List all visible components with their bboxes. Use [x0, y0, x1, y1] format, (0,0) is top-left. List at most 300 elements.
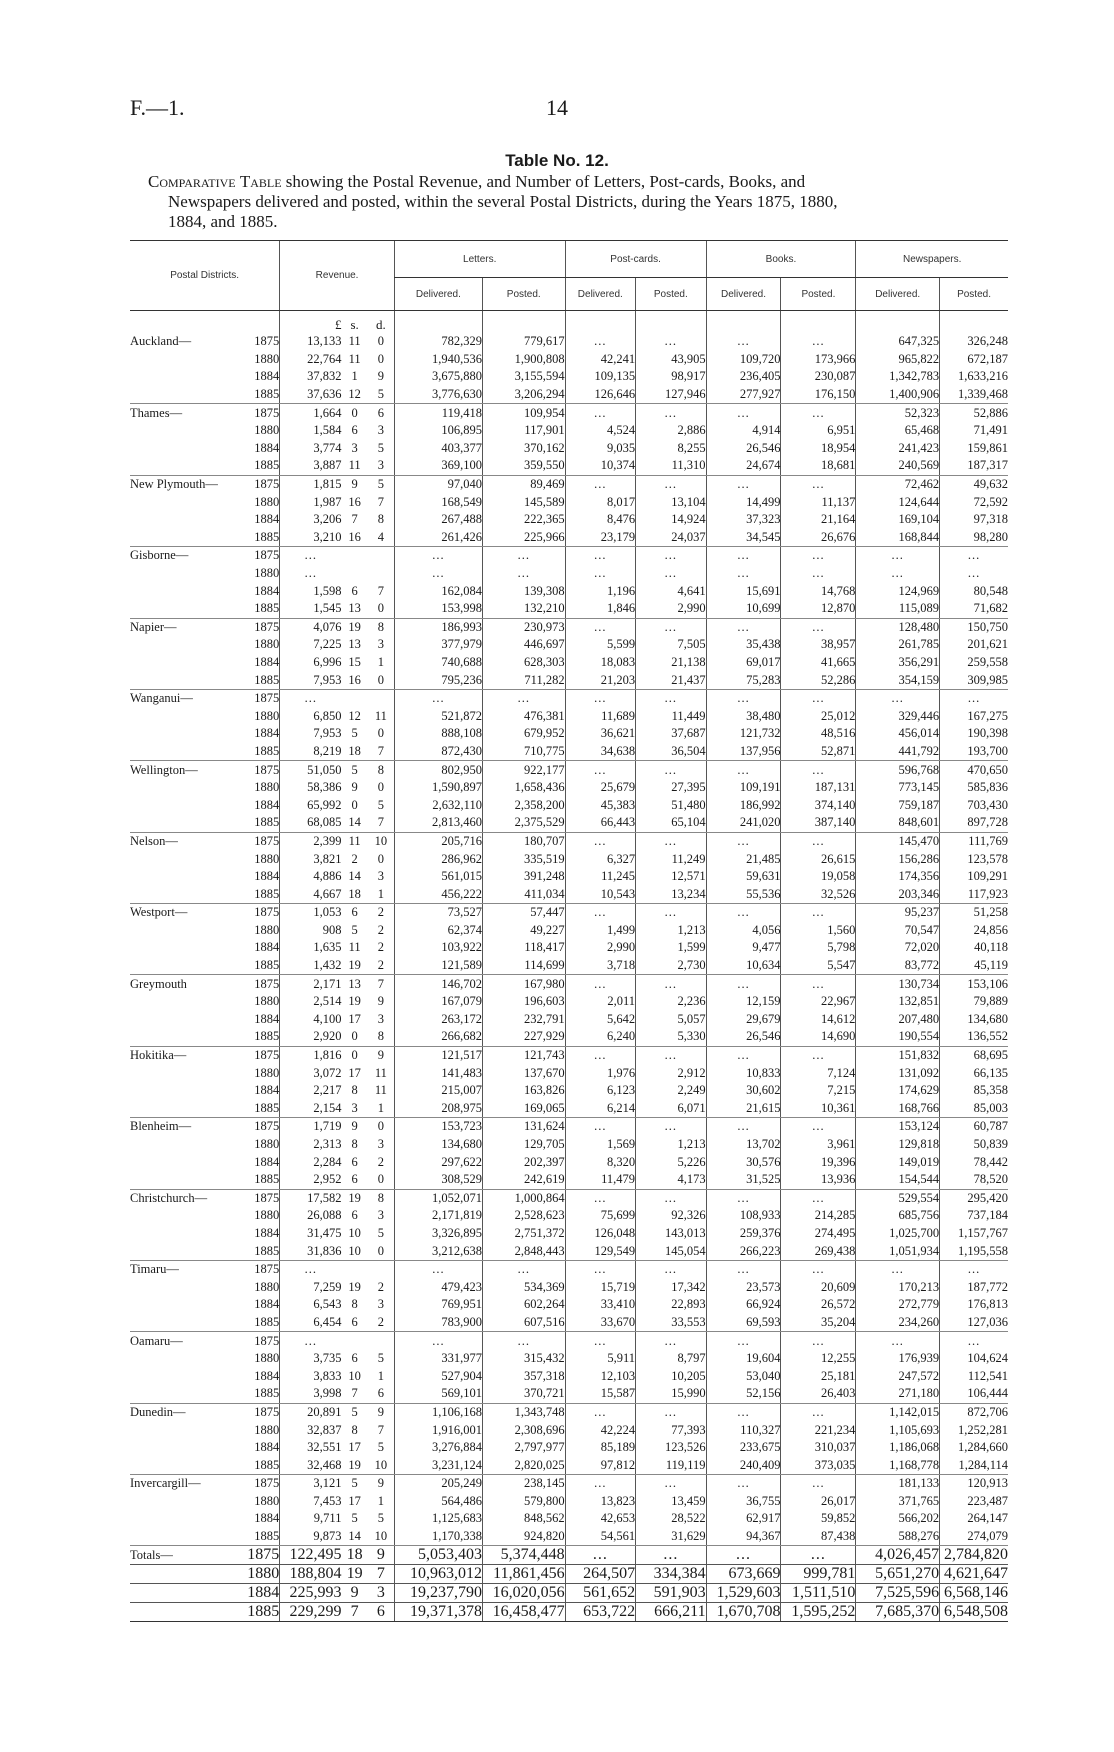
district-name-blank	[130, 1603, 236, 1622]
cell-letters-delivered: 73,527	[394, 904, 482, 922]
cell-books-delivered: 266,223	[706, 1242, 781, 1260]
cell-year: 1885	[236, 1528, 280, 1546]
cell-revenue-pence: 2	[377, 922, 384, 937]
cell-books-posted: 374,140	[781, 796, 856, 814]
cell-postcards-delivered: 6,327	[565, 850, 635, 868]
cell-newspapers-delivered: 1,051,934	[856, 1242, 940, 1260]
cell-postcards-posted: 13,234	[636, 885, 707, 903]
cell-year: 1880	[254, 637, 280, 652]
district-name-blank	[130, 1028, 236, 1046]
cell-letters-posted: 391,248	[482, 868, 565, 886]
cell-revenue-pence: 1	[368, 1100, 394, 1118]
cell-year: 1875	[254, 619, 280, 634]
header-postal-districts: Postal Districts.	[130, 241, 280, 311]
cell-newspapers-posted: ...	[940, 565, 1008, 583]
cell-revenue-shillings: 13	[348, 637, 361, 652]
cell-newspapers-posted: 71,682	[940, 600, 1008, 618]
cell-revenue-shillings: 19	[348, 994, 361, 1009]
district-name-blank	[130, 386, 236, 404]
header-revenue: Revenue.	[280, 241, 395, 311]
cell-letters-delivered: 561,015	[394, 868, 482, 886]
cell-postcards-delivered: 45,383	[565, 796, 635, 814]
cell-newspapers-posted: 117,923	[940, 885, 1008, 903]
cell-newspapers-posted: 136,552	[940, 1028, 1008, 1046]
cell-letters-delivered: 802,950	[394, 761, 482, 779]
district-name: Westport—	[130, 905, 188, 920]
table-row	[130, 1225, 1008, 1243]
cell-year: 1880	[254, 1422, 280, 1437]
cell-postcards-delivered: 33,670	[565, 1314, 635, 1332]
cell-letters-posted: 145,589	[482, 493, 565, 511]
cell-letters-delivered: 103,922	[394, 939, 482, 957]
cell-revenue-pounds: 2,171	[280, 975, 342, 993]
cell-postcards-delivered: 264,507	[565, 1565, 635, 1584]
cell-revenue-pence: 4	[368, 529, 394, 547]
cell-books-delivered: 121,732	[706, 725, 781, 743]
cell-newspapers-delivered: 4,026,457	[856, 1546, 940, 1565]
cell-postcards-posted: 14,924	[636, 511, 707, 529]
cell-newspapers-posted: 872,706	[940, 1403, 1008, 1421]
cell-letters-posted: 139,308	[482, 582, 565, 600]
cell-postcards-delivered: 36,621	[565, 725, 635, 743]
cell-revenue-pounds: 1,664	[280, 404, 342, 422]
district-name: New Plymouth—	[130, 477, 218, 492]
cell-revenue-pounds: 68,085	[280, 814, 342, 832]
cell-revenue-pence: 8	[368, 1028, 394, 1046]
cell-books-posted: ...	[781, 689, 856, 707]
cell-postcards-delivered: ...	[565, 975, 635, 993]
cell-revenue-pounds: 1,584	[280, 422, 342, 440]
cell-postcards-delivered: ...	[565, 689, 635, 707]
cell-year: 1885	[236, 885, 280, 903]
cell-revenue-shillings: 18	[341, 1546, 367, 1565]
cell-revenue-pounds: ...	[280, 689, 342, 707]
cell-books-delivered: ...	[706, 1475, 781, 1493]
cell-books-posted: 22,967	[781, 993, 856, 1011]
cell-letters-delivered: 5,053,403	[394, 1546, 482, 1565]
table-row	[130, 1403, 1008, 1421]
cell-newspapers-delivered: 529,554	[856, 1189, 940, 1207]
cell-books-delivered: 62,917	[706, 1510, 781, 1528]
cell-year: 1885	[236, 957, 280, 975]
cell-revenue-pence: 10	[374, 833, 388, 848]
cell-year: 1884	[254, 512, 280, 527]
cell-letters-delivered: 308,529	[394, 1171, 482, 1189]
district-name: Gisborne—	[130, 548, 189, 563]
cell-year: 1884	[254, 1011, 280, 1026]
cell-revenue-pence: 5	[377, 1511, 384, 1526]
cell-revenue-pence: 1	[368, 885, 394, 903]
cell-newspapers-posted: 109,291	[940, 868, 1008, 886]
cell-postcards-posted: 2,236	[636, 993, 707, 1011]
cell-books-posted: 87,438	[781, 1528, 856, 1546]
cell-letters-posted: 534,369	[482, 1278, 565, 1296]
header-books: Books.	[706, 241, 856, 278]
cell-newspapers-delivered: 1,025,700	[856, 1225, 940, 1243]
cell-letters-delivered: ...	[394, 1260, 482, 1278]
cell-newspapers-posted: 309,985	[940, 671, 1008, 689]
cell-postcards-posted: 36,504	[636, 743, 707, 761]
cell-books-posted: ...	[781, 761, 856, 779]
cell-newspapers-posted: 40,118	[940, 939, 1008, 957]
cell-newspapers-posted: 672,187	[940, 351, 1008, 369]
table-row	[130, 1475, 1008, 1493]
cell-revenue-shillings: 0	[351, 1048, 358, 1063]
cell-newspapers-posted: 78,520	[940, 1171, 1008, 1189]
cell-year: 1880	[254, 922, 280, 937]
cell-books-delivered: 66,924	[706, 1296, 781, 1314]
cell-postcards-delivered: 10,543	[565, 885, 635, 903]
cell-newspapers-posted: 6,568,146	[940, 1584, 1008, 1603]
cell-revenue-shillings: 0	[351, 405, 358, 420]
cell-revenue-pounds: 2,514	[280, 993, 342, 1011]
cell-postcards-posted: ...	[636, 1403, 707, 1421]
cell-revenue-pence: 5	[377, 1351, 384, 1366]
cell-newspapers-posted: 153,106	[940, 975, 1008, 993]
cell-books-posted: ...	[781, 1118, 856, 1136]
cell-postcards-delivered: 3,718	[565, 957, 635, 975]
cell-newspapers-posted: ...	[940, 1332, 1008, 1350]
district-name-blank	[130, 1011, 236, 1029]
cell-revenue-pence	[368, 565, 394, 583]
cell-revenue-pounds: 2,217	[280, 1082, 342, 1100]
cell-newspapers-posted: 1,157,767	[940, 1225, 1008, 1243]
cell-year: 1880	[254, 708, 280, 723]
cell-letters-delivered: 1,106,168	[394, 1403, 482, 1421]
cell-revenue-pounds: 37,636	[280, 386, 342, 404]
district-group	[130, 404, 1008, 475]
cell-postcards-posted: 51,480	[636, 796, 707, 814]
cell-year: 1880	[254, 423, 280, 438]
cell-letters-delivered: 263,172	[394, 1011, 482, 1029]
district-name-blank	[130, 529, 236, 547]
cell-newspapers-posted: 4,621,647	[940, 1565, 1008, 1584]
cell-revenue-shillings: 5	[351, 762, 358, 777]
cell-revenue-pounds: 32,551	[280, 1439, 342, 1457]
cell-letters-delivered: 141,483	[394, 1064, 482, 1082]
cell-books-posted: 19,058	[781, 868, 856, 886]
cell-year: 1875	[254, 1048, 280, 1063]
cell-postcards-posted: 5,226	[636, 1153, 707, 1171]
cell-revenue-pence: 7	[377, 583, 384, 598]
table-row	[130, 868, 1008, 886]
cell-postcards-delivered: 8,476	[565, 511, 635, 529]
cell-postcards-posted: ...	[636, 1189, 707, 1207]
district-name-blank	[130, 582, 236, 600]
cell-postcards-posted: 92,326	[636, 1207, 707, 1225]
cell-newspapers-delivered: 1,342,783	[856, 368, 940, 386]
cell-books-posted: 6,951	[781, 422, 856, 440]
cell-revenue-shillings	[341, 1332, 367, 1350]
cell-books-delivered: 110,327	[706, 1421, 781, 1439]
cell-books-delivered: 21,615	[706, 1100, 781, 1118]
cell-year: 1880	[254, 1065, 280, 1080]
cell-postcards-delivered: 4,524	[565, 422, 635, 440]
cell-revenue-shillings: 3	[341, 1100, 367, 1118]
table-row	[130, 1171, 1008, 1189]
cell-revenue-shillings: 8	[351, 1297, 358, 1312]
cell-newspapers-posted: 52,886	[940, 404, 1008, 422]
cell-revenue-shillings: 16	[348, 494, 361, 509]
cell-letters-delivered: 872,430	[394, 743, 482, 761]
cell-revenue-pence: 8	[377, 1190, 384, 1205]
cell-postcards-posted: ...	[636, 1332, 707, 1350]
cell-postcards-posted: 13,459	[636, 1493, 707, 1511]
cell-newspapers-posted: 703,430	[940, 796, 1008, 814]
district-name-blank	[130, 636, 236, 654]
cell-books-posted: 269,438	[781, 1242, 856, 1260]
cell-newspapers-posted: 274,079	[940, 1528, 1008, 1546]
cell-newspapers-delivered: 168,766	[856, 1100, 940, 1118]
cell-newspapers-posted: 66,135	[940, 1064, 1008, 1082]
table-row	[130, 654, 1008, 672]
cell-books-delivered: 38,480	[706, 707, 781, 725]
cell-letters-posted: 232,791	[482, 1011, 565, 1029]
cell-revenue-pounds: 58,386	[280, 779, 342, 797]
district-name: Wanganui—	[130, 691, 193, 706]
cell-letters-posted: 679,952	[482, 725, 565, 743]
unit-shillings: s.	[350, 317, 359, 332]
header-letters-delivered: Delivered.	[394, 278, 482, 311]
district-name-blank	[130, 1510, 236, 1528]
district-name-blank	[130, 868, 236, 886]
cell-letters-posted: 3,206,294	[482, 386, 565, 404]
cell-revenue-pence: 3	[377, 1297, 384, 1312]
cell-postcards-delivered: 97,812	[565, 1456, 635, 1474]
cell-revenue-shillings: 5	[351, 1511, 358, 1526]
cell-revenue-shillings: 2	[351, 851, 358, 866]
table-row	[130, 814, 1008, 832]
table-row	[130, 404, 1008, 422]
cell-revenue-shillings: 8	[351, 1083, 358, 1098]
cell-revenue-pence: 0	[377, 1119, 384, 1134]
cell-year: 1885	[236, 1171, 280, 1189]
district-name-blank	[130, 779, 236, 797]
cell-revenue-pence: 5	[377, 440, 384, 455]
table-row	[130, 1528, 1008, 1546]
cell-revenue-shillings: 6	[351, 1208, 358, 1223]
cell-postcards-posted: 11,249	[636, 850, 707, 868]
cell-books-delivered: 23,573	[706, 1278, 781, 1296]
cell-revenue-pence: 3	[368, 457, 394, 475]
cell-newspapers-delivered: 7,525,596	[856, 1584, 940, 1603]
cell-postcards-posted: ...	[636, 565, 707, 583]
cell-books-posted: 19,396	[781, 1153, 856, 1171]
cell-revenue-shillings: 6	[351, 1154, 358, 1169]
cell-letters-posted: 49,227	[482, 922, 565, 940]
cell-letters-delivered: 153,998	[394, 600, 482, 618]
cell-year: 1875	[254, 833, 280, 848]
cell-letters-delivered: 205,249	[394, 1475, 482, 1493]
cell-revenue-pounds: 2,920	[280, 1028, 342, 1046]
cell-letters-delivered: 119,418	[394, 404, 482, 422]
cell-newspapers-delivered: 168,844	[856, 529, 940, 547]
cell-revenue-pounds: 229,299	[280, 1603, 342, 1622]
district-name: Greymouth	[130, 976, 187, 991]
caption-line-1: showing the Postal Revenue, and Number of Letters, Post-cards, Books, and	[281, 172, 806, 191]
cell-newspapers-delivered: 354,159	[856, 671, 940, 689]
cell-books-posted: 18,954	[781, 440, 856, 458]
cell-books-posted: 176,150	[781, 386, 856, 404]
cell-letters-delivered: 167,079	[394, 993, 482, 1011]
cell-books-posted: ...	[781, 1475, 856, 1493]
cell-books-delivered: 52,156	[706, 1385, 781, 1403]
table-row	[130, 493, 1008, 511]
cell-books-delivered: 10,833	[706, 1064, 781, 1082]
cell-year: 1880	[254, 1493, 280, 1508]
cell-revenue-pounds: 122,495	[280, 1546, 342, 1565]
cell-newspapers-delivered: ...	[856, 547, 940, 565]
cell-revenue-pence: 7	[368, 814, 394, 832]
cell-newspapers-posted: 1,284,114	[940, 1456, 1008, 1474]
cell-postcards-delivered: ...	[565, 333, 635, 351]
cell-books-delivered: 53,040	[706, 1367, 781, 1385]
table-row	[130, 1278, 1008, 1296]
cell-revenue-shillings	[341, 565, 367, 583]
cell-letters-posted: 163,826	[482, 1082, 565, 1100]
cell-letters-posted: 370,162	[482, 440, 565, 458]
cell-revenue-pence: 11	[374, 708, 387, 723]
cell-postcards-posted: 98,917	[636, 368, 707, 386]
cell-books-delivered: 109,191	[706, 779, 781, 797]
district-name-blank	[130, 351, 236, 369]
cell-revenue-pounds: 65,992	[280, 796, 342, 814]
cell-books-posted: ...	[781, 1260, 856, 1278]
caption-line-2: Newspapers delivered and posted, within the several Postal Districts, during the Years 1875, 1880,	[168, 192, 838, 211]
cell-letters-delivered: 3,276,884	[394, 1439, 482, 1457]
table-row	[130, 440, 1008, 458]
cell-revenue-pence: 3	[377, 423, 384, 438]
cell-year: 1884	[254, 940, 280, 955]
cell-letters-delivered: 456,222	[394, 885, 482, 903]
cell-revenue-pence	[368, 689, 394, 707]
district-name: Invercargill—	[130, 1476, 201, 1491]
cell-revenue-pence: 9	[377, 994, 384, 1009]
district-name-blank	[130, 1242, 236, 1260]
cell-books-posted: 25,181	[781, 1367, 856, 1385]
cell-year: 1884	[254, 726, 280, 741]
cell-letters-delivered: 1,916,001	[394, 1421, 482, 1439]
cell-postcards-delivered: 15,719	[565, 1278, 635, 1296]
cell-postcards-delivered: 18,083	[565, 654, 635, 672]
cell-newspapers-posted: 68,695	[940, 1046, 1008, 1064]
cell-revenue-pence: 2	[377, 940, 384, 955]
cell-postcards-delivered: 109,135	[565, 368, 635, 386]
cell-revenue-pence: 6	[368, 1385, 394, 1403]
cell-revenue-pence: 0	[368, 600, 394, 618]
cell-books-delivered: ...	[706, 475, 781, 493]
cell-books-posted: 25,012	[781, 707, 856, 725]
cell-books-posted: 1,560	[781, 922, 856, 940]
cell-newspapers-posted: 104,624	[940, 1350, 1008, 1368]
district-name: Auckland—	[130, 334, 192, 349]
cell-books-posted: ...	[781, 333, 856, 351]
cell-books-delivered: 31,525	[706, 1171, 781, 1189]
cell-postcards-posted: 591,903	[636, 1584, 707, 1603]
district-group	[130, 1118, 1008, 1189]
table-row	[130, 1332, 1008, 1350]
cell-revenue-shillings: 7	[341, 1385, 367, 1403]
cell-newspapers-delivered: 1,142,015	[856, 1403, 940, 1421]
district-name-blank	[130, 422, 236, 440]
table-row	[130, 636, 1008, 654]
cell-revenue-shillings: 11	[348, 334, 361, 349]
cell-year: 1880	[254, 994, 280, 1009]
cell-newspapers-posted: 167,275	[940, 707, 1008, 725]
cell-revenue-pence: 3	[377, 1011, 384, 1026]
cell-revenue-shillings: 14	[341, 1528, 367, 1546]
district-name: Wellington—	[130, 762, 198, 777]
cell-letters-delivered: 740,688	[394, 654, 482, 672]
cell-postcards-delivered: ...	[565, 475, 635, 493]
cell-newspapers-posted: 326,248	[940, 333, 1008, 351]
cell-postcards-delivered: 1,846	[565, 600, 635, 618]
cell-revenue-shillings: 11	[348, 351, 361, 366]
cell-revenue-shillings: 1	[351, 369, 358, 384]
cell-letters-posted: 180,707	[482, 832, 565, 850]
table-row	[130, 904, 1008, 922]
table-row	[130, 707, 1008, 725]
cell-books-posted: 7,215	[781, 1082, 856, 1100]
cell-letters-posted: 114,699	[482, 957, 565, 975]
cell-letters-posted: 169,065	[482, 1100, 565, 1118]
cell-letters-posted: 357,318	[482, 1367, 565, 1385]
unit-pence: d.	[375, 317, 386, 332]
district-name-blank	[130, 939, 236, 957]
cell-letters-delivered: 3,776,630	[394, 386, 482, 404]
cell-postcards-delivered: ...	[565, 1475, 635, 1493]
cell-year: 1884	[254, 1511, 280, 1526]
cell-revenue-pounds: 8,219	[280, 743, 342, 761]
cell-year: 1880	[236, 1565, 280, 1584]
table-row	[130, 743, 1008, 761]
cell-letters-posted: 118,417	[482, 939, 565, 957]
cell-newspapers-delivered: 5,651,270	[856, 1565, 940, 1584]
cell-postcards-delivered: 23,179	[565, 529, 635, 547]
table-row	[130, 351, 1008, 369]
cell-revenue-pence: 2	[368, 957, 394, 975]
cell-postcards-posted: 11,310	[636, 457, 707, 475]
cell-newspapers-posted: 127,036	[940, 1314, 1008, 1332]
cell-books-delivered: 30,576	[706, 1153, 781, 1171]
cell-revenue-pounds: 13,133	[280, 333, 342, 351]
cell-newspapers-delivered: ...	[856, 1260, 940, 1278]
cell-newspapers-delivered: 156,286	[856, 850, 940, 868]
cell-postcards-delivered: 653,722	[565, 1603, 635, 1622]
cell-letters-delivered: 795,236	[394, 671, 482, 689]
cell-books-posted: ...	[781, 975, 856, 993]
cell-newspapers-delivered: 70,547	[856, 922, 940, 940]
table-row	[130, 457, 1008, 475]
cell-revenue-pence: 3	[377, 1137, 384, 1152]
cell-postcards-delivered: 8,017	[565, 493, 635, 511]
cell-revenue-shillings: 6	[341, 1314, 367, 1332]
cell-newspapers-posted: 1,339,468	[940, 386, 1008, 404]
table-row	[130, 565, 1008, 583]
district-name: Hokitika—	[130, 1048, 187, 1063]
cell-postcards-posted: ...	[636, 1475, 707, 1493]
cell-revenue-pounds: 3,887	[280, 457, 342, 475]
cell-books-delivered: 10,634	[706, 957, 781, 975]
cell-books-posted: 387,140	[781, 814, 856, 832]
cell-postcards-posted: ...	[636, 333, 707, 351]
cell-year: 1875	[254, 334, 280, 349]
cell-books-posted: ...	[781, 547, 856, 565]
cell-revenue-shillings: 13	[348, 976, 361, 991]
cell-newspapers-delivered: 356,291	[856, 654, 940, 672]
cell-books-posted: 1,595,252	[781, 1603, 856, 1622]
cell-year: 1875	[254, 1333, 280, 1348]
